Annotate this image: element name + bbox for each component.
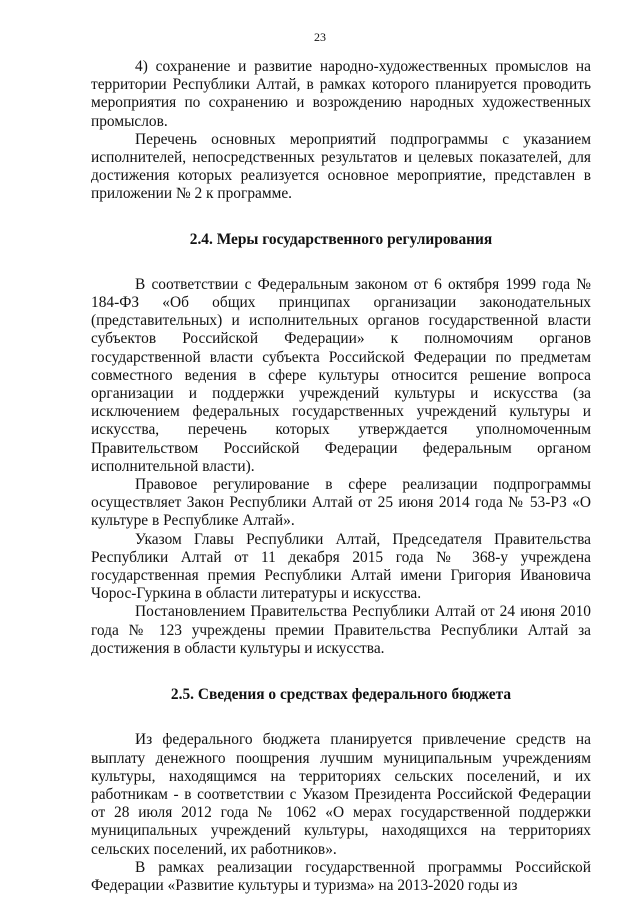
paragraph: 4) сохранение и развитие народно-художественных промыслов на территории Республики Алтай, в рамках которого планируется проводить мероприятия по сохранению и возрождению народных художественных промыслов. [91, 58, 591, 130]
paragraph: Постановлением Правительства Республики Алтай от 24 июня 2010 года № 123 учреждены премии Правительства Республики Алтай за достижения в области культуры и искусства. [91, 603, 591, 657]
section-heading-2-5: 2.5. Сведения о средствах федерального бюджета [170, 686, 512, 704]
paragraph: Перечень основных мероприятий подпрограммы с указанием исполнителей, непосредственных результатов и целевых показателей, для достижения которых реализуется основное мероприятие, представлен в приложении № 2 к программе. [91, 130, 591, 203]
paragraph: Из федерального бюджета планируется привлечение средств на выплату денежного поощрения лучшим муниципальным учреждениям культуры, находящимся на территориях сельских поселений, и их работникам - в соответствии с Указом Президента Российской Федерации от 28 июля 2012 года № 1062 «О мерах государственной поддержки муниципальных учреждений культуры, находящихся на территориях сельских поселений, их работников». [91, 731, 591, 858]
document-body [91, 58, 591, 895]
page-number: 23 [314, 30, 326, 44]
section-heading-2-4: 2.4. Меры государственного регулирования [189, 230, 493, 248]
paragraph: Правовое регулирование в сфере реализации подпрограммы осуществляет Закон Республики Алтай от 25 июня 2014 года № 53-РЗ «О культуре в Республике Алтай». [91, 476, 591, 530]
paragraph: В соответствии с Федеральным законом от 6 октября 1999 года № 184-ФЗ «Об общих принципах организации законодательных (представительных) и исполнительных органов государственной власти субъектов Российской Федерации» к полномочиям органов государственной власти субъекта Российской Федерации по предметам совместного ведения в сфере культуры относится решение вопроса организации и поддержки учреждений культуры и искусства (за исключением федеральных государственных учреждений культуры и искусства, перечень которых утверждается уполномоченным Правительством Российской Федерации федеральным органом исполнительной власти). [91, 275, 591, 475]
paragraph: В рамках реализации государственной программы Российской Федерации «Развитие культуры и туризма» на 2013-2020 годы из [91, 858, 591, 894]
paragraph: Указом Главы Республики Алтай, Председателя Правительства Республики Алтай от 11 декабря 2015 года № 368-у учреждена государственная премия Республики Алтай имени Григория Ивановича Чорос-Гуркина в области литературы и искусства. [91, 530, 591, 603]
